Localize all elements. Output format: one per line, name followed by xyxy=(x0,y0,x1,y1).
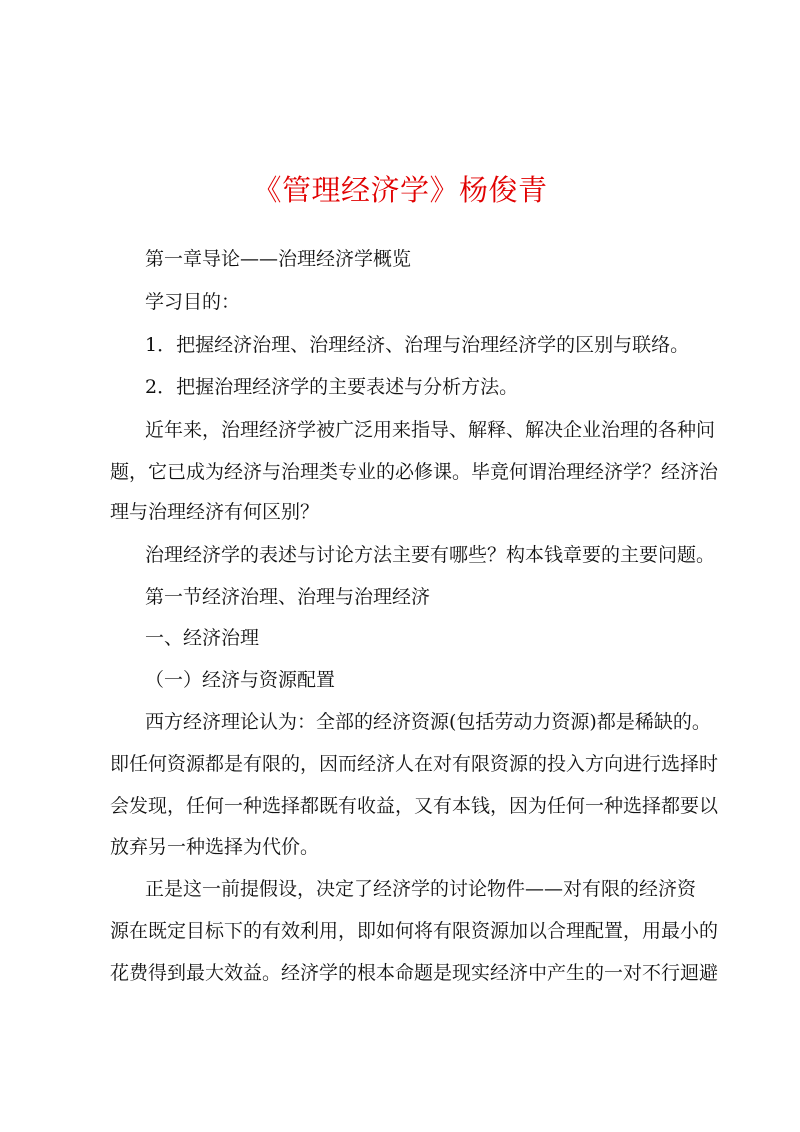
goal-item-2: 2．把握治理经济学的主要表述与分析方法。 xyxy=(145,376,519,398)
paragraph-line: 理与治理经济有何区别？ xyxy=(110,501,320,523)
chapter-heading: 第一章导论——治理经济学概览 xyxy=(145,248,412,270)
paragraph-line: 题，它已成为经济与治理类专业的必修课。毕竟何谓治理经济学？经济治 xyxy=(110,461,719,483)
goal-item-1: 1．把握经济治理、治理经济、治理与治理经济学的区别与联络。 xyxy=(145,334,690,356)
document-title: 《管理经济学》杨俊青 xyxy=(252,173,548,207)
paragraph-line: 即任何资源都是有限的，因而经济人在对有限资源的投入方向进行选择时 xyxy=(110,753,719,775)
paragraph-line: 正是这一前提假设，决定了经济学的讨论物件——对有限的经济资 xyxy=(145,878,697,900)
subsection-heading: 一、经济治理 xyxy=(145,627,260,649)
paragraph-line: 会发现，任何一种选择都既有收益，又有本钱，因为任何一种选择都要以 xyxy=(110,795,719,817)
paragraph-line: 放弃另一种选择为代价。 xyxy=(110,836,320,858)
paragraph-line: 花费得到最大效益。经济学的根本命题是现实经济中产生的一对不行迴避 xyxy=(110,962,719,984)
section-heading: 第一节经济治理、治理与治理经济 xyxy=(145,586,431,608)
paragraph-line: 西方经济理论认为：全部的经济资源(包括劳动力资源)都是稀缺的。 xyxy=(145,711,711,733)
paragraph-line: 源在既定目标下的有效利用，即如何将有限资源加以合理配置，用最小的 xyxy=(110,920,719,942)
learning-goals-label: 学习目的： xyxy=(145,291,241,313)
subsubsection-heading: （一）经济与资源配置 xyxy=(145,669,336,691)
paragraph-line: 治理经济学的表述与讨论方法主要有哪些？构本钱章要的主要问题。 xyxy=(145,544,716,566)
paragraph-line: 近年来，治理经济学被广泛用来指导、解释、解决企业治理的各种问 xyxy=(145,419,716,441)
